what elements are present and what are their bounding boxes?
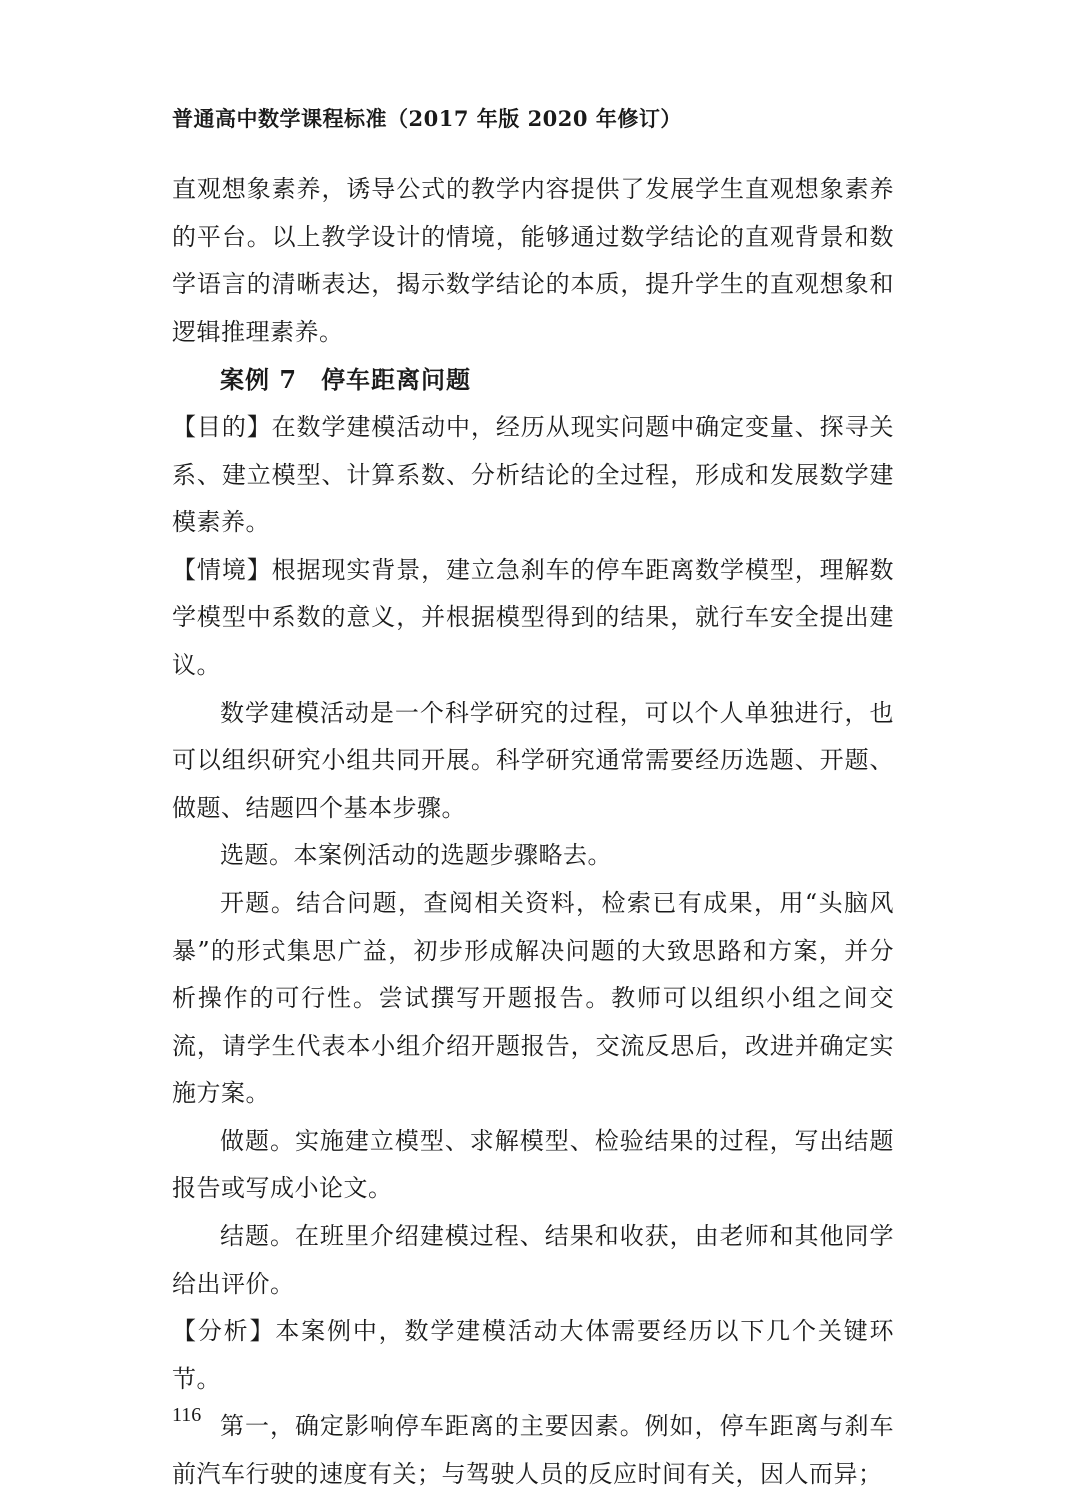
running-header: 普通高中数学课程标准（2017 年版 2020 年修订） (172, 106, 682, 131)
paragraph-first-step: 第一，确定影响停车距离的主要因素。例如，停车距离与刹车前汽车行驶的速度有关；与驾驶人员的反应时间有关，因人而异； (172, 1412, 894, 1489)
page-number: 116 (172, 1404, 202, 1426)
paragraph-activity-overview: 数学建模活动是一个科学研究的过程，可以个人单独进行，也可以组织研究小组共同开展。科学研究通常需要经历选题、开题、做题、结题四个基本步骤。 (172, 698, 894, 822)
paragraph-implementation: 做题。实施建立模型、求解模型、检验结果的过程，写出结题报告或写成小论文。 (172, 1126, 894, 1203)
body-text (172, 166, 894, 1499)
case-title: 停车距离问题 (321, 365, 472, 395)
case-label: 案例 7 (220, 365, 298, 395)
paragraph-topic-selection: 选题。本案例活动的选题步骤略去。 (220, 841, 612, 870)
paragraph-proposal: 开题。结合问题，查阅相关资料，检索已有成果，用“头脑风暴”的形式集思广益，初步形成解决问题的大致思路和方案，并分析操作的可行性。尝试撰写开题报告。教师可以组织小组之间交流，请学生代表本小组介绍开题报告，交流反思后，改进并确定实施方案。 (172, 888, 894, 1108)
paragraph-context: 【情境】根据现实背景，建立急刹车的停车距离数学模型，理解数学模型中系数的意义，并根据模型得到的结果，就行车安全提出建议。 (172, 555, 894, 679)
paragraph-analysis: 【分析】本案例中，数学建模活动大体需要经历以下几个关键环节。 (172, 1317, 894, 1393)
paragraph-purpose: 【目的】在数学建模活动中，经历从现实问题中确定变量、探寻关系、建立模型、计算系数、分析结论的全过程，形成和发展数学建模素养。 (172, 412, 894, 537)
paragraph-conclusion: 结题。在班里介绍建模过程、结果和收获，由老师和其他同学给出评价。 (172, 1222, 894, 1298)
paragraph-continuation: 直观想象素养，诱导公式的教学内容提供了发展学生直观想象素养的平台。以上教学设计的情境，能够通过数学结论的直观背景和数学语言的清晰表达，揭示数学结论的本质，提升学生的直观想象和逻辑推理素养。 (172, 175, 894, 346)
case-heading (172, 356, 894, 404)
